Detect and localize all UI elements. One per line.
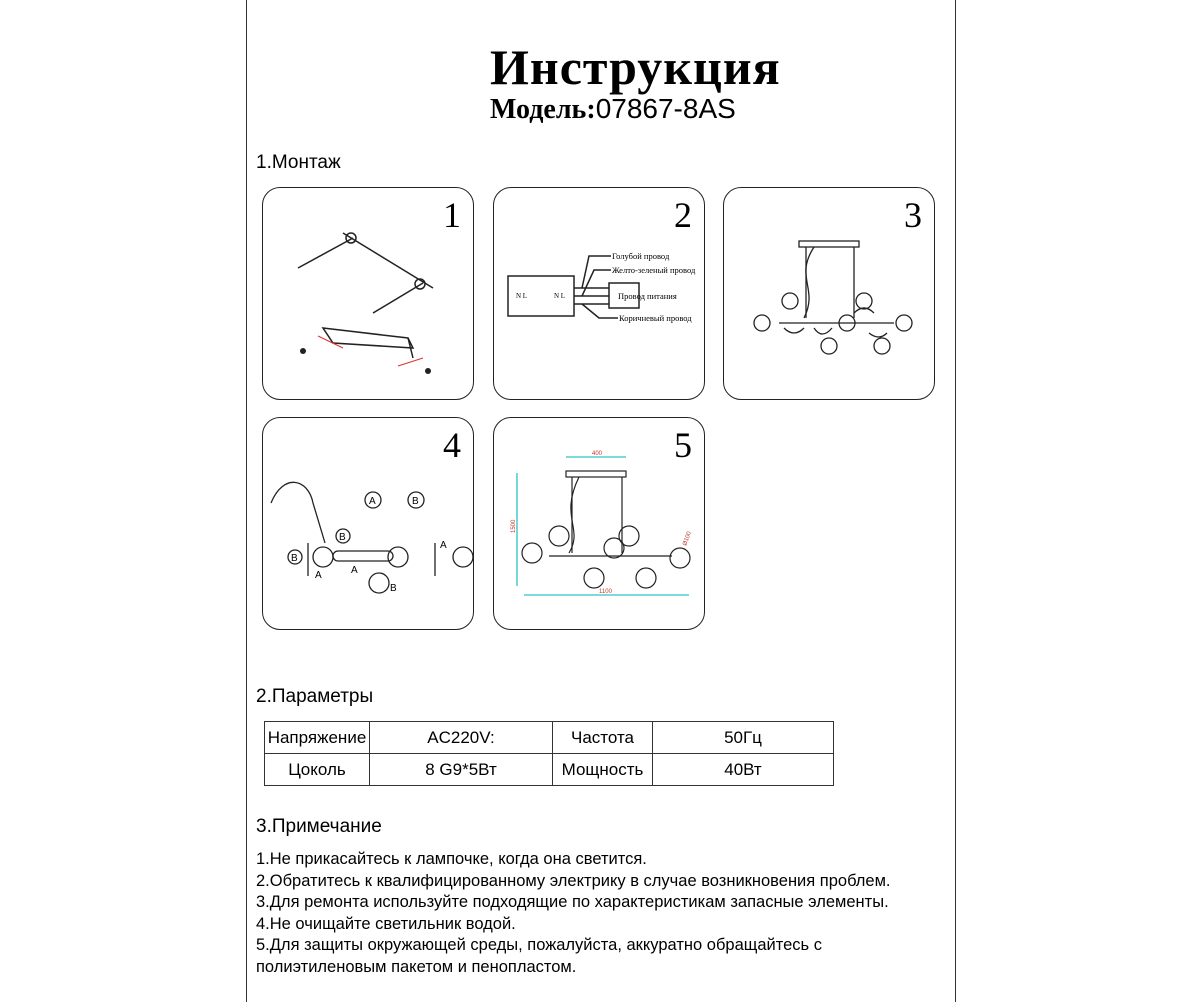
part-label-a: A bbox=[315, 570, 322, 581]
table-cell: Частота bbox=[553, 722, 653, 754]
wire-label: Голубой провод bbox=[612, 251, 670, 261]
model-value: 07867-8AS bbox=[595, 93, 736, 124]
note-item: 4.Не очищайте светильник водой. bbox=[256, 914, 516, 933]
note-item: полиэтиленовым пакетом и пенопластом. bbox=[256, 957, 577, 976]
branch-assembly-illustration bbox=[263, 418, 475, 631]
part-label-b: B bbox=[390, 583, 397, 594]
part-label-b: B bbox=[412, 496, 419, 507]
dimensions-illustration bbox=[494, 418, 706, 631]
assembled-chandelier-illustration bbox=[724, 188, 936, 401]
step-number: 2 bbox=[674, 195, 692, 235]
table-cell: 50Гц bbox=[653, 722, 834, 754]
step-number: 1 bbox=[443, 195, 461, 235]
section-mount-heading: 1.Монтаж bbox=[256, 152, 341, 173]
part-label-a: A bbox=[351, 565, 358, 576]
step-number: 4 bbox=[443, 425, 461, 465]
dimension-width: 1100 bbox=[599, 589, 612, 595]
step-panel-4 bbox=[262, 417, 474, 630]
part-label-a: A bbox=[440, 540, 447, 551]
table-row bbox=[265, 754, 834, 786]
terminal-label: N L bbox=[554, 292, 566, 300]
table-cell: Цоколь bbox=[265, 754, 370, 786]
step-number: 3 bbox=[904, 195, 922, 235]
dimension-height: 1500 bbox=[511, 519, 517, 533]
note-item: 2.Обратитесь к квалифицированному электрику в случае возникновения проблем. bbox=[256, 871, 891, 890]
model-line bbox=[490, 93, 736, 126]
dimension-width-top: 400 bbox=[592, 451, 603, 457]
step-panel-5 bbox=[493, 417, 705, 630]
step-panel-1 bbox=[262, 187, 474, 400]
table-cell: 40Вт bbox=[653, 754, 834, 786]
step-panel-2 bbox=[493, 187, 705, 400]
wire-label: Желто-зеленый провод bbox=[612, 265, 696, 275]
section-params-heading: 2.Параметры bbox=[256, 686, 374, 707]
table-cell: Напряжение bbox=[265, 722, 370, 754]
note-item: 3.Для ремонта используйте подходящие по характеристикам запасные элементы. bbox=[256, 893, 889, 911]
table-cell: 8 G9*5Вт bbox=[370, 754, 553, 786]
wire-label: Коричневый провод bbox=[619, 313, 692, 323]
terminal-label: N L bbox=[516, 292, 528, 300]
part-label-b: B bbox=[291, 553, 298, 564]
mounting-screws-illustration bbox=[263, 188, 475, 401]
part-label-b: B bbox=[339, 532, 346, 543]
model-label: Модель: bbox=[490, 94, 596, 125]
note-item: 1.Не прикасайтесь к лампочке, когда она светится. bbox=[256, 850, 647, 868]
part-label-a: A bbox=[369, 496, 376, 507]
dimension-diameter: Ø100 bbox=[682, 530, 693, 547]
wiring-diagram bbox=[494, 188, 706, 401]
table-cell: AC220V: bbox=[370, 722, 553, 754]
note-item: 5.Для защиты окружающей среды, пожалуйста, аккуратно обращайтесь с bbox=[256, 936, 822, 954]
step-panel-3 bbox=[723, 187, 935, 400]
document-title: Инструкция bbox=[490, 39, 781, 95]
step-number: 5 bbox=[674, 425, 692, 465]
params-table bbox=[264, 721, 834, 786]
notes-list bbox=[256, 849, 891, 978]
section-notes-heading: 3.Примечание bbox=[256, 816, 382, 837]
wire-label: Провод питания bbox=[618, 291, 677, 301]
table-row bbox=[265, 722, 834, 754]
table-cell: Мощность bbox=[553, 754, 653, 786]
